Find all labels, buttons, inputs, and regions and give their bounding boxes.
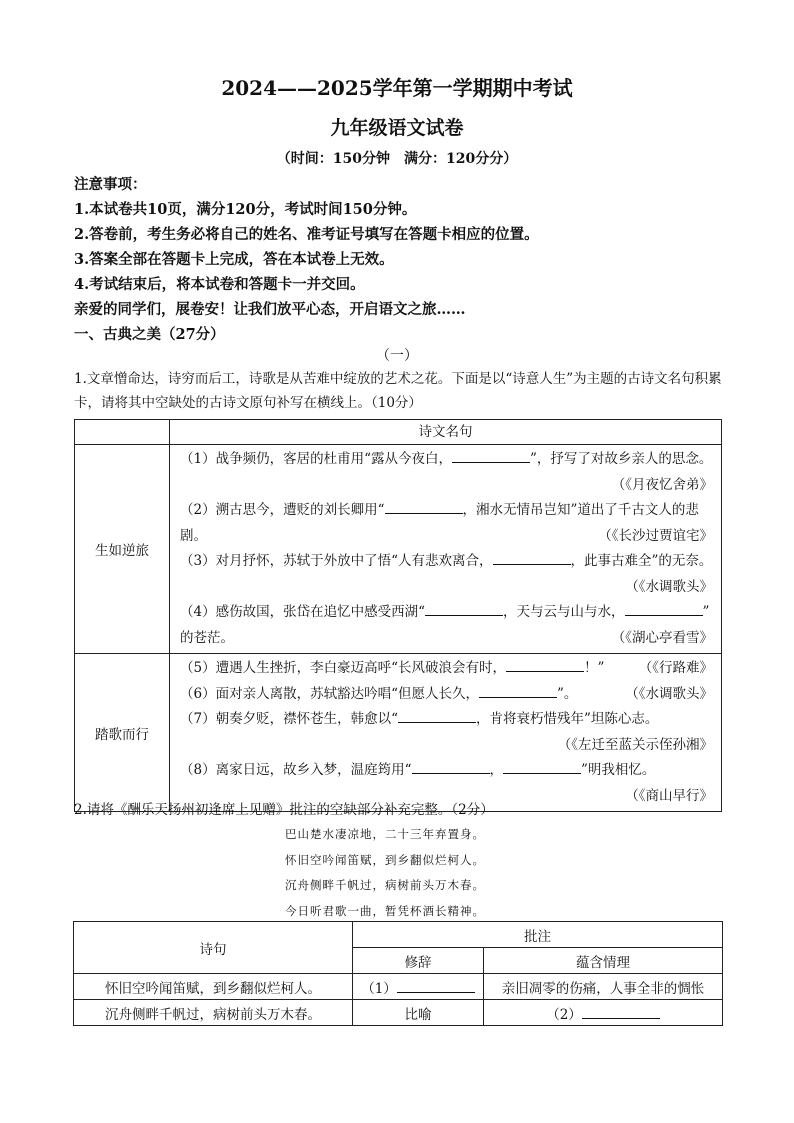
answer-blank[interactable] [479,683,557,698]
item-source: （《长沙过贾谊宅》 [598,527,713,544]
exam-subtitle: 九年级语文试卷 [330,117,464,139]
item-4: （4）感伤故国，张岱在追忆中感受西湖“ ，天与云与山与水， ” [180,600,713,626]
row2-rhetoric: 比喻 [353,1000,484,1026]
note-item: 4.考试结束后，将本试卷和答题卡一并交回。 [74,276,365,293]
row1-verse: 怀旧空吟闻笛赋，到乡翻似烂柯人。 [74,974,353,1000]
item-3: （3）对月抒怀，苏轼于外放中了悟“人有悲欢离合， ，此事古难全”的无奈。 [180,549,713,575]
exam-title: 2024——2025学年第一学期期中考试 [221,76,573,100]
item-1: （1）战争频仍，客居的杜甫用“露从今夜白， ”，抒写了对故乡亲人的思念。 [180,447,713,473]
part-marker: （一） [376,348,418,364]
question-2-text: 2.请将《酬乐天扬州初逢席上见赠》批注的空缺部分补充完整。（2分） [74,802,494,818]
item-2: （2）溯古思今，遭贬的刘长卿用“ ，湘水无情吊岂知”道出了千古文人的悲 [180,498,713,524]
poem-block [285,822,485,924]
col-note-header: 批注 [353,922,723,948]
item-2-cont: 剧。 （《长沙过贾谊宅》 [180,524,713,550]
greeting: 亲爱的同学们，展卷安！让我们放平心态，开启语文之旅…… [74,301,466,318]
answer-blank[interactable] [582,1004,660,1019]
item-7: （7）朝奏夕贬，襟怀苍生，韩愈以“ ，肯将衰朽惜残年”坦陈心志。 [180,707,713,733]
time-score-line: （时间：150分钟 满分：120分分） [276,151,518,167]
poem-line: 巴山楚水凄凉地，二十三年弃置身。 [285,827,485,841]
answer-blank[interactable] [385,499,463,514]
table-corner [75,420,170,445]
col-verse-header: 诗句 [74,922,353,974]
answer-blank[interactable] [425,601,503,616]
answer-blank[interactable] [452,448,530,463]
item-8: （8）离家日远，故乡入梦，温庭筠用“ ， ”明我相忆。 [180,758,713,784]
note-item: 3.答案全部在答题卡上完成，答在本试卷上无效。 [74,251,394,268]
note-item: 2.答卷前，考生务必将自己的姓名、准考证号填写在答题卡相应的位置。 [74,226,539,243]
annotation-table [73,921,723,1026]
table-header: 诗文名句 [170,420,722,445]
item-source: （《商山早行》 [625,787,713,804]
item-source: （《行路难》 [638,660,713,676]
col-rhetoric-header: 修辞 [353,948,484,974]
section-heading: 一、古典之美（27分） [74,326,225,343]
note-item: 1.本试卷共10页，满分120分，考试时间150分钟。 [74,201,417,218]
item-source: （《左迁至蓝关示侄孙湘》 [557,736,713,753]
row2-verse: 沉舟侧畔千帆过，病树前头万木春。 [74,1000,353,1026]
row2-emotion: （2） [484,1000,723,1026]
group-1-items [170,445,722,654]
answer-blank[interactable] [625,601,703,616]
col-emotion-header: 蕴含情理 [484,948,723,974]
answer-blank[interactable] [506,657,584,672]
question-1-text: 1.文章憎命达，诗穷而后工，诗歌是从苦难中绽放的艺术之花。下面是以“诗意人生”为主题的古诗文名句积累卡，请将其中空缺处的古诗文原句补写在横线上。（10分） [74,371,722,411]
group-2-items [170,654,722,812]
notes-heading: 注意事项： [74,176,147,193]
answer-blank[interactable] [397,978,475,993]
notes-block [74,172,734,347]
poem-line: 今日听君歌一曲，暂凭杯酒长精神。 [285,903,485,918]
item-source: （《湖心亭看雪》 [611,629,713,646]
group-label: 踏歌而行 [75,654,170,812]
answer-blank[interactable] [493,550,571,565]
poem-line: 沉舟侧畔千帆过，病树前头万木春。 [285,878,485,892]
item-source: （《月夜忆舍弟》 [611,476,713,493]
item-5: （5）遭遇人生挫折，李白豪迈高呼“长风破浪会有时， ！” （《行路难》 [180,656,713,682]
item-4-cont: 的苍茫。 （《湖心亭看雪》 [180,626,713,652]
row1-emotion: 亲旧凋零的伤痛，人事全非的惆怅 [484,974,723,1000]
poetry-card-table [74,419,722,812]
answer-blank[interactable] [412,759,490,774]
answer-blank[interactable] [398,708,476,723]
item-source: （《水调歌头》 [625,685,713,702]
item-6: （6）面对亲人离散，苏轼豁达吟唱“但愿人长久， ”。 （《水调歌头》 [180,682,713,708]
poem-line: 怀旧空吟闻笛赋，到乡翻似烂柯人。 [285,852,485,867]
row1-rhetoric: （1） [353,974,484,1000]
item-source: （《水调歌头》 [625,578,713,595]
group-label: 生如逆旅 [75,445,170,654]
answer-blank[interactable] [503,759,581,774]
